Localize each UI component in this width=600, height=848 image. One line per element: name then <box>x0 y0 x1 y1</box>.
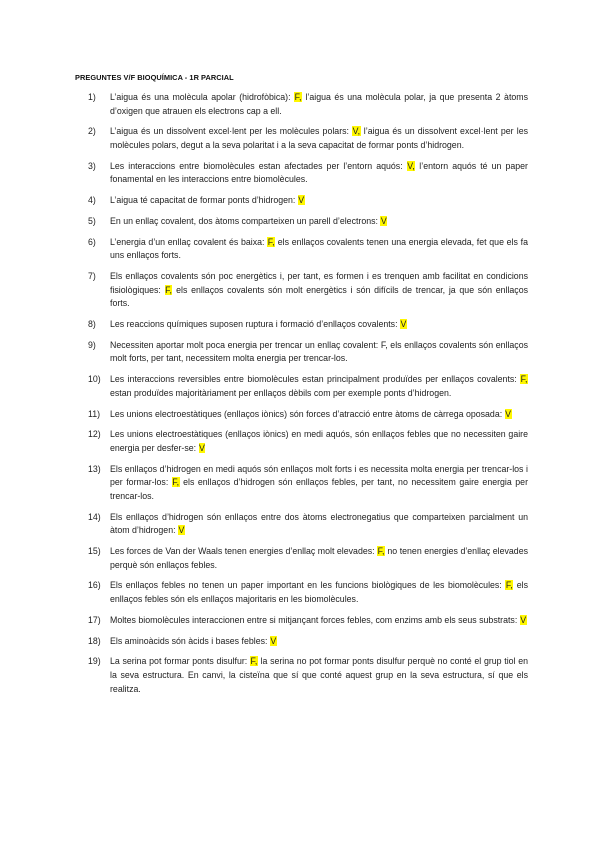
question-number: 1) <box>88 92 96 102</box>
answer-highlight: V <box>199 442 205 453</box>
question-item <box>88 91 528 118</box>
question-text: Les interaccions entre biomolècules estan afectades per l’entorn aquós: <box>110 160 407 171</box>
question-number: 13) <box>88 463 101 474</box>
question-number: 11) <box>88 408 101 419</box>
question-text: L’aigua és una molècula apolar (hidrofòbica): <box>110 92 295 102</box>
answer-explanation: no tenen energies d’enllaç elevades perquè són enllaços febles. <box>110 546 528 570</box>
answer-explanation: l’entorn aquós té un paper fonamental en les interaccions entre biomolècules. <box>110 160 528 185</box>
answer-highlight: F, <box>377 546 385 557</box>
answer-highlight: V, <box>407 160 415 171</box>
answer-explanation: l’aigua és una molècula polar, ja que presenta 2 àtoms d’oxigen que atrauen els electrons cap a ell. <box>110 92 529 116</box>
question-number: 14) <box>88 511 101 522</box>
answer-highlight: F, <box>165 284 172 295</box>
question-text: Els enllaços covalents són poc energètics i, per tant, es formen i es trenquen amb facilitat en condicions fisiològiques: <box>110 271 528 295</box>
question-text: Les unions electroestàtiques (enllaços iònics) en medi aquós, són enllaços febles que no necessiten gaire energia per desfer-se: <box>110 429 528 453</box>
question-text: Les interaccions reversibles entre biomolècules estan principalment produïdes per enllaços covalents: <box>110 374 521 385</box>
question-number: 17) <box>88 614 101 625</box>
answer-highlight: F, <box>250 656 258 667</box>
answer-explanation: l’aigua és un dissolvent excel·lent per les molècules polars, degut a la seva polaritat i a la seva capacitat de formar ponts d’hidrogen. <box>110 126 528 150</box>
answer-highlight: V <box>400 319 407 330</box>
question-item <box>88 579 528 606</box>
question-text: Els enllaços d’hidrogen en medi aquós són enllaços molt forts i es necessita molta energia per trencar-los i per formar-los: <box>110 463 528 488</box>
question-number: 19) <box>88 656 101 667</box>
answer-highlight: V, <box>352 126 361 137</box>
question-text: Els aminoàcids són àcids i bases febles: <box>110 635 270 646</box>
answer-explanation: els enllaços covalents són molt energètics i són difícils de trencar, ja que són enllaços forts. <box>110 284 528 309</box>
question-number: 8) <box>88 319 96 330</box>
question-number: 10) <box>88 374 101 385</box>
question-text: Els enllaços febles no tenen un paper important en les funcions biològiques de les biomolècules: <box>110 580 506 591</box>
question-number: 6) <box>88 236 96 247</box>
answer-highlight: V <box>380 215 387 226</box>
answer-explanation: estan produïdes majoritàriament per enllaços dèbils com per exemple ponts d’hidrogen. <box>110 387 452 398</box>
question-text: Moltes biomolècules interaccionen entre si mitjançant forces febles, com enzims amb els seus substrats: <box>110 614 520 625</box>
question-item <box>88 160 528 187</box>
question-item <box>88 428 528 455</box>
question-number: 3) <box>88 160 96 171</box>
question-number: 12) <box>88 429 101 440</box>
question-number: 15) <box>88 546 101 557</box>
question-item <box>88 318 528 332</box>
question-text: Els enllaços d’hidrogen són enllaços entre dos àtoms electronegatius que comparteixen parcialment un àtom d’hidrogen: <box>110 511 528 536</box>
question-number: 2) <box>88 126 96 137</box>
answer-highlight: V <box>520 614 527 625</box>
question-number: 7) <box>88 271 96 282</box>
question-item <box>88 511 528 538</box>
answer-highlight: V <box>505 408 511 419</box>
question-item <box>88 463 528 504</box>
question-text: En un enllaç covalent, dos àtoms comparteixen un parell d’electrons: <box>110 215 381 226</box>
answer-highlight: F, <box>267 236 275 247</box>
question-number: 5) <box>88 215 96 226</box>
question-item <box>88 408 528 422</box>
answer-highlight: V <box>298 195 305 206</box>
question-text: Necessiten aportar molt poca energia per trencar un enllaç covalent: F, els enllaços covalents són enllaços molt forts, per tant, necessitem molta energia per trencar-los. <box>110 339 528 364</box>
question-item <box>88 215 528 229</box>
answer-explanation: els enllaços d’hidrogen són enllaços febles, per tant, no necessitem gaire energia per trencar-los. <box>110 477 529 501</box>
question-text: L’energia d’un enllaç covalent és baixa: <box>110 236 268 247</box>
question-item <box>88 614 528 628</box>
question-text: Les reaccions químiques suposen ruptura i formació d’enllaços covalents: <box>110 319 400 330</box>
answer-highlight: F, <box>505 580 513 591</box>
answer-highlight: V <box>178 525 185 536</box>
question-item <box>88 655 528 696</box>
question-number: 9) <box>88 339 96 350</box>
question-number: 18) <box>88 635 101 646</box>
question-number: 4) <box>88 195 96 206</box>
answer-explanation: la serina no pot formar ponts disulfur perquè no conté el grup tiol en la seva estructura. En canvi, la cisteïna que sí que conté aquest grup en la seva estructura, sí que els realitza. <box>110 656 529 694</box>
answer-highlight: F, <box>520 374 528 385</box>
question-text: L’aigua té capacitat de formar ponts d’hidrogen: <box>110 195 298 206</box>
question-text: L’aigua és un dissolvent excel·lent per les molècules polars: <box>110 126 353 137</box>
question-item <box>88 194 528 208</box>
question-text: Les unions electroestàtiques (enllaços iònics) són forces d’atracció entre àtoms de càrrega oposada: <box>110 408 505 419</box>
question-list <box>88 91 528 703</box>
document-title: PREGUNTES V/F BIOQUÍMICA - 1R PARCIAL <box>75 73 234 82</box>
question-text: Les forces de Van der Waals tenen energies d’enllaç molt elevades: <box>110 546 378 557</box>
question-item <box>88 236 528 263</box>
answer-highlight: V <box>270 635 277 646</box>
question-item <box>88 545 528 572</box>
question-text: La serina pot formar ponts disulfur: <box>110 656 250 667</box>
question-item <box>88 125 528 152</box>
answer-highlight: F, <box>172 477 180 488</box>
question-item <box>88 373 528 400</box>
question-item <box>88 270 528 311</box>
question-item <box>88 339 528 366</box>
question-number: 16) <box>88 580 101 591</box>
answer-explanation: els enllaços febles són els enllaços majoritaris en les biomolècules. <box>110 580 528 605</box>
answer-explanation: els enllaços covalents tenen una energia elevada, fet que els fa uns enllaços forts. <box>110 236 528 261</box>
question-item <box>88 635 528 649</box>
answer-highlight: F, <box>294 92 302 102</box>
